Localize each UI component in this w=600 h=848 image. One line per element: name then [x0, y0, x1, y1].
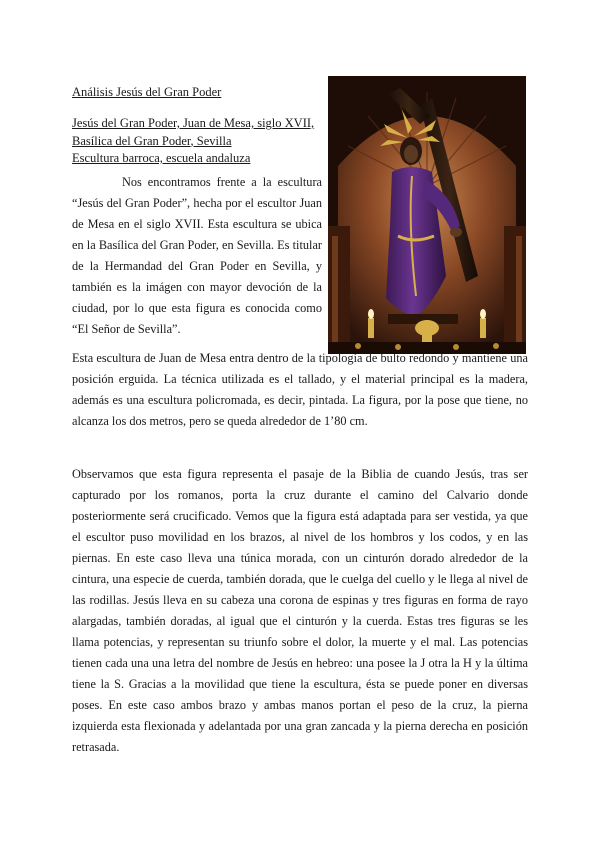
artwork-metadata [72, 115, 314, 168]
document-title: Análisis Jesús del Gran Poder [72, 85, 222, 99]
paragraph-intro: Nos encontramos frente a la escultura “Jesús del Gran Poder”, hecha por el escultor Juan de Mesa en el siglo XVII. Esta escultura se ubica en la Basílica del Gran Poder, en Sevilla. Es titular de la Hermandad del Gran Poder en Sevilla, y también es la imágen con mayor devoción de la ciudad, por lo que esta figura es conocida como “El Señor de Sevilla”. [72, 175, 322, 336]
sculpture-illustration [328, 76, 526, 354]
meta-line-author: Jesús del Gran Poder, Juan de Mesa, siglo XVII, [72, 116, 315, 130]
paragraph-typology: Esta escultura de Juan de Mesa entra dentro de la tipología de bulto redondo y mantiene una posición erguida. La técnica utilizada es el tallado, y el material principal es la madera, además es una escultura policromada, es decir, pintada. La figura, por la pose que tiene, no alcanza los dos metros, pero se queda alrededor de 1’80 cm. [72, 351, 528, 428]
meta-line-style: Escultura barroca, escuela andaluza [72, 151, 251, 165]
meta-line-location: Basílica del Gran Poder, Sevilla [72, 133, 232, 148]
paragraph-description: Observamos que esta figura representa el pasaje de la Biblia de cuando Jesús, tras ser capturado por los romanos, porta la cruz durante el camino del Calvario donde posteriormente será crucificado. Vemos que la figura está adaptada para ser vestida, ya que el escultor puso movilidad en los brazos, al nivel de los hombros y los codos, y en las piernas. En este caso lleva una túnica morada, con un cinturón dorado alrededor de la cintura, una especie de cuerda, también dorada, que le cuelga del cuello y le llega al nivel de las rodillas. Jesús lleva en su cabeza una corona de espinas y tres figuras en forma de rayo alargadas, también doradas, al igual que el cinturón y la cuerda. Estas tres figuras se les llama potencias, y representan su triunfo sobre el dolor, la muerte y el mal. Las potencias tienen cada una una letra del nombre de Jesús en hebreo: una posee la J otra la H y la última tiene la S. Gracias a la movilidad que tiene la escultura, ésta se puede poner en diversas poses. En este caso ambos brazo y ambas manos portan el peso de la cruz, la pierna izquierda esta flexionada y adelantada por una gran zancada y la pierna derecha en posición retrasada. [72, 467, 528, 754]
sculpture-photo [328, 76, 526, 354]
